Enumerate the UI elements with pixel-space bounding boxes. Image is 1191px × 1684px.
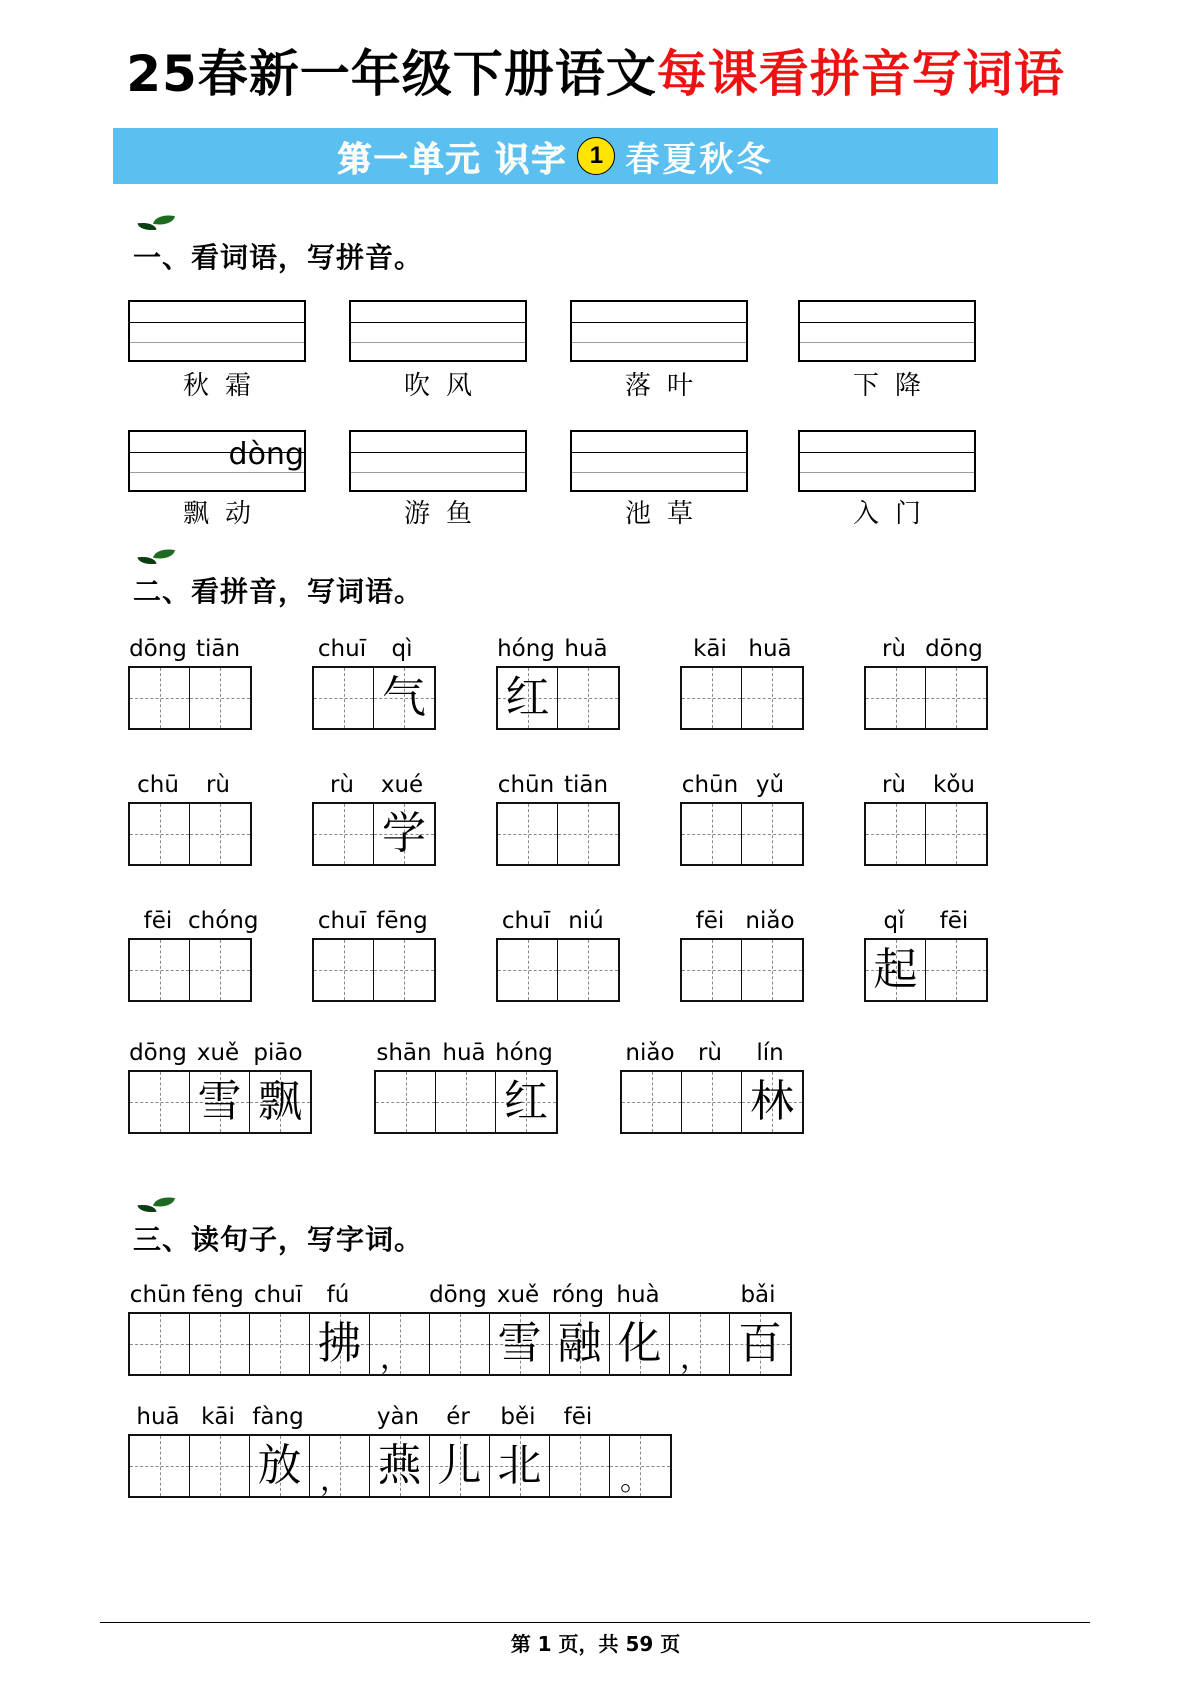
pinyin-row xyxy=(680,636,800,662)
pinyin-row xyxy=(128,772,248,798)
word-label: 落叶 xyxy=(624,371,709,401)
pinyin-box[interactable] xyxy=(349,300,527,362)
pinyin-row xyxy=(374,1040,554,1066)
tianzige-grid[interactable] xyxy=(312,938,436,1002)
tianzige-grid[interactable] xyxy=(864,802,988,866)
tianzige-cell[interactable] xyxy=(682,1072,742,1132)
cell-horizontal-guide xyxy=(130,1466,189,1467)
pinyin-syllable: huà xyxy=(616,1282,660,1308)
tianzige-grid[interactable] xyxy=(496,666,620,730)
word-label: 入门 xyxy=(852,499,937,529)
pinyin-syllable: fàng xyxy=(252,1404,304,1430)
cell-horizontal-guide xyxy=(926,970,986,971)
cell-horizontal-guide xyxy=(190,1466,249,1467)
pinyin-syllable xyxy=(668,1282,728,1308)
pinyin-syllable xyxy=(308,1404,368,1430)
cell-horizontal-guide xyxy=(314,970,373,971)
pinyin-syllable: róng xyxy=(551,1282,605,1308)
pinyin-row xyxy=(128,1404,668,1430)
tianzige-cell[interactable] xyxy=(436,1072,496,1132)
pinyin-row xyxy=(312,636,432,662)
tianzige-cell[interactable] xyxy=(190,668,250,728)
cell-horizontal-guide xyxy=(866,698,925,699)
tianzige-cell[interactable] xyxy=(730,1314,790,1374)
cell-character: 百 xyxy=(738,1318,782,1369)
tianzige-grid[interactable] xyxy=(128,802,252,866)
cell-horizontal-guide xyxy=(926,698,986,699)
pinyin-row xyxy=(496,908,616,934)
pinyin-syllable: rù xyxy=(329,772,355,798)
cell-horizontal-guide xyxy=(190,970,250,971)
tianzige-grid[interactable] xyxy=(496,938,620,1002)
word-label: 飘动 xyxy=(182,499,267,529)
cell-character: 雪 xyxy=(197,1076,242,1127)
tianzige-cell[interactable] xyxy=(926,668,986,728)
cell-character: 儿 xyxy=(437,1440,482,1491)
tianzige-cell[interactable] xyxy=(610,1314,670,1374)
tianzige-cell[interactable] xyxy=(682,940,742,1000)
pinyin-syllable: qǐ xyxy=(883,908,905,934)
cell-horizontal-guide xyxy=(314,698,373,699)
pinyin-syllable: huā xyxy=(136,1404,180,1430)
cell-horizontal-guide xyxy=(436,1102,495,1103)
banner-lesson-number: 1 xyxy=(577,137,615,175)
cell-character: 起 xyxy=(873,944,918,995)
tianzige-grid[interactable] xyxy=(864,938,988,1002)
cell-horizontal-guide xyxy=(550,1466,609,1467)
tianzige-grid[interactable] xyxy=(374,1070,558,1134)
tianzige-cell[interactable] xyxy=(250,1314,310,1374)
section-heading-2: 二、看拼音，写词语。 xyxy=(133,575,424,608)
pinyin-row xyxy=(864,908,984,934)
cell-horizontal-guide xyxy=(682,698,741,699)
banner-unit-label: 第一单元 识字 xyxy=(337,139,568,180)
tianzige-cell[interactable] xyxy=(498,940,558,1000)
pinyin-syllable xyxy=(368,1282,428,1308)
pinyin-syllable: dōng xyxy=(429,1282,487,1308)
cell-horizontal-guide xyxy=(130,1102,189,1103)
pinyin-syllable: fēng xyxy=(376,908,428,934)
cell-character: 气 xyxy=(382,672,426,723)
word-label: 游鱼 xyxy=(403,499,488,529)
pinyin-syllable: xuě xyxy=(496,1282,540,1308)
cell-horizontal-guide xyxy=(130,970,189,971)
tianzige-cell[interactable] xyxy=(130,668,190,728)
tianzige-cell[interactable] xyxy=(376,1072,436,1132)
cell-horizontal-guide xyxy=(926,834,986,835)
tianzige-grid[interactable] xyxy=(864,666,988,730)
pinyin-syllable: niú xyxy=(568,908,604,934)
tianzige-cell[interactable] xyxy=(926,804,986,864)
tianzige-cell[interactable] xyxy=(374,668,434,728)
pinyin-box[interactable] xyxy=(128,300,306,362)
cell-horizontal-guide xyxy=(374,970,434,971)
pinyin-syllable: xuě xyxy=(196,1040,240,1066)
tianzige-cell[interactable] xyxy=(314,940,374,1000)
tianzige-cell[interactable] xyxy=(558,804,618,864)
pinyin-syllable: chū xyxy=(137,772,179,798)
tianzige-cell[interactable] xyxy=(550,1314,610,1374)
pinyin-box[interactable] xyxy=(570,430,748,492)
pinyin-syllable: chuī xyxy=(317,636,367,662)
cell-character: 融 xyxy=(557,1318,602,1369)
cell-horizontal-guide xyxy=(622,1102,681,1103)
pinyin-row xyxy=(680,772,800,798)
footer-divider xyxy=(100,1622,1090,1623)
pinyin-syllable: tiān xyxy=(195,636,241,662)
pinyin-syllable xyxy=(608,1404,668,1430)
pinyin-syllable: chuī xyxy=(501,908,551,934)
pinyin-box[interactable] xyxy=(128,430,306,492)
cell-horizontal-guide xyxy=(558,970,618,971)
tianzige-cell[interactable] xyxy=(190,804,250,864)
cell-horizontal-guide xyxy=(430,1344,489,1345)
tianzige-grid[interactable] xyxy=(128,1434,672,1498)
cell-horizontal-guide xyxy=(190,834,250,835)
cell-character: 红 xyxy=(505,672,550,723)
word-label: 池草 xyxy=(624,499,709,529)
word-label: 下降 xyxy=(852,371,937,401)
pinyin-syllable: fēi xyxy=(563,1404,593,1430)
cell-character: 拂 xyxy=(317,1318,362,1369)
tianzige-cell[interactable] xyxy=(558,940,618,1000)
pinyin-syllable: hóng xyxy=(495,1040,553,1066)
tianzige-cell[interactable] xyxy=(374,804,434,864)
pinyin-syllable: kāi xyxy=(693,636,727,662)
tianzige-grid[interactable] xyxy=(312,666,436,730)
tianzige-cell[interactable] xyxy=(622,1072,682,1132)
cell-horizontal-guide xyxy=(498,970,557,971)
pinyin-box[interactable] xyxy=(570,300,748,362)
tianzige-grid[interactable] xyxy=(128,1312,792,1376)
cell-horizontal-guide xyxy=(682,1102,741,1103)
section-heading-3: 三、读句子，写字词。 xyxy=(133,1223,424,1256)
pinyin-syllable: huā xyxy=(442,1040,486,1066)
tianzige-cell[interactable] xyxy=(130,1072,190,1132)
cell-horizontal-guide xyxy=(558,698,618,699)
tianzige-grid[interactable] xyxy=(620,1070,804,1134)
pinyin-row xyxy=(496,636,616,662)
cell-character: ， xyxy=(320,1463,350,1498)
pinyin-syllable: fēi xyxy=(939,908,969,934)
page-title xyxy=(0,34,1191,106)
pinyin-syllable: qì xyxy=(391,636,413,662)
cell-horizontal-guide xyxy=(742,970,802,971)
tianzige-cell[interactable] xyxy=(190,1436,250,1496)
tianzige-cell[interactable] xyxy=(310,1314,370,1374)
tianzige-cell[interactable] xyxy=(370,1314,430,1374)
pinyin-syllable: fú xyxy=(326,1282,350,1308)
pinyin-row xyxy=(312,772,432,798)
pinyin-box[interactable] xyxy=(349,430,527,492)
pinyin-syllable: lín xyxy=(756,1040,784,1066)
tianzige-cell[interactable] xyxy=(742,668,802,728)
tianzige-grid[interactable] xyxy=(496,802,620,866)
cell-character: 飘 xyxy=(258,1076,302,1127)
cell-character: ， xyxy=(680,1341,710,1376)
tianzige-cell[interactable] xyxy=(926,940,986,1000)
pinyin-syllable: tiān xyxy=(563,772,609,798)
pinyin-row xyxy=(620,1040,800,1066)
banner-lesson-title: 春夏秋冬 xyxy=(625,139,774,180)
tianzige-cell[interactable] xyxy=(610,1436,670,1496)
unit-banner xyxy=(113,128,998,184)
tianzige-cell[interactable] xyxy=(314,804,374,864)
tianzige-cell[interactable] xyxy=(682,804,742,864)
section-heading-1: 一、看词语，写拼音。 xyxy=(133,241,424,274)
tianzige-cell[interactable] xyxy=(498,804,558,864)
tianzige-cell[interactable] xyxy=(130,1436,190,1496)
tianzige-cell[interactable] xyxy=(130,804,190,864)
tianzige-cell[interactable] xyxy=(742,1072,802,1132)
tianzige-cell[interactable] xyxy=(374,940,434,1000)
cell-horizontal-guide xyxy=(190,698,250,699)
cell-character: 。 xyxy=(620,1463,650,1498)
pinyin-syllable: dōng xyxy=(129,636,187,662)
pinyin-syllable: niǎo xyxy=(745,908,795,934)
pinyin-syllable: ér xyxy=(446,1404,470,1430)
tianzige-cell[interactable] xyxy=(558,668,618,728)
cell-horizontal-guide xyxy=(498,834,557,835)
leaf-icon-2 xyxy=(138,548,176,570)
pinyin-row xyxy=(128,1282,788,1308)
tianzige-cell[interactable] xyxy=(550,1436,610,1496)
pinyin-syllable: kāi xyxy=(201,1404,235,1430)
cell-horizontal-guide xyxy=(190,1344,249,1345)
tianzige-cell[interactable] xyxy=(866,940,926,1000)
tianzige-cell[interactable] xyxy=(430,1314,490,1374)
leaf-icon-3 xyxy=(138,1196,176,1218)
pinyin-box[interactable] xyxy=(798,430,976,492)
pinyin-syllable: chóng xyxy=(188,908,259,934)
pinyin-syllable: piāo xyxy=(253,1040,303,1066)
cell-character: 化 xyxy=(617,1318,662,1369)
tianzige-cell[interactable] xyxy=(130,1314,190,1374)
pinyin-row xyxy=(128,1040,308,1066)
cell-character: 放 xyxy=(257,1440,302,1491)
pinyin-row xyxy=(128,636,248,662)
pinyin-syllable: yǔ xyxy=(755,772,785,798)
pinyin-syllable: dōng xyxy=(129,1040,187,1066)
pinyin-row xyxy=(864,636,984,662)
tianzige-cell[interactable] xyxy=(190,1314,250,1374)
page-title-red: 每课看拼音写词语 xyxy=(656,45,1065,103)
pinyin-row xyxy=(864,772,984,798)
tianzige-cell[interactable] xyxy=(490,1314,550,1374)
tianzige-cell[interactable] xyxy=(190,940,250,1000)
pinyin-syllable: yàn xyxy=(376,1404,420,1430)
cell-horizontal-guide xyxy=(376,1102,435,1103)
pinyin-row xyxy=(680,908,800,934)
cell-character: 雪 xyxy=(497,1318,542,1369)
cell-character: 燕 xyxy=(377,1440,422,1491)
leaf-icon-1 xyxy=(138,214,176,236)
tianzige-cell[interactable] xyxy=(370,1436,430,1496)
pinyin-syllable: rù xyxy=(697,1040,723,1066)
cell-character: 红 xyxy=(504,1076,548,1127)
pinyin-syllable: hóng xyxy=(497,636,555,662)
pinyin-syllable: chūn xyxy=(681,772,739,798)
tianzige-cell[interactable] xyxy=(250,1436,310,1496)
pinyin-answer: dòng xyxy=(228,437,304,472)
tianzige-cell[interactable] xyxy=(866,668,926,728)
tianzige-cell[interactable] xyxy=(866,804,926,864)
pinyin-syllable: kǒu xyxy=(933,772,975,798)
word-label: 秋霜 xyxy=(182,371,267,401)
pinyin-syllable: dōng xyxy=(925,636,983,662)
page-footer: 第 1 页，共 59 页 xyxy=(510,1632,681,1656)
cell-horizontal-guide xyxy=(866,834,925,835)
pinyin-row xyxy=(312,908,432,934)
cell-horizontal-guide xyxy=(130,1344,189,1345)
pinyin-row xyxy=(496,772,616,798)
pinyin-box[interactable] xyxy=(798,300,976,362)
tianzige-grid[interactable] xyxy=(312,802,436,866)
cell-horizontal-guide xyxy=(558,834,618,835)
pinyin-syllable: niǎo xyxy=(625,1040,675,1066)
cell-horizontal-guide xyxy=(742,834,802,835)
word-label: 吹风 xyxy=(403,371,488,401)
tianzige-cell[interactable] xyxy=(430,1436,490,1496)
pinyin-syllable: fēi xyxy=(695,908,725,934)
cell-character: 林 xyxy=(750,1076,794,1127)
pinyin-syllable: chuī xyxy=(253,1282,303,1308)
pinyin-syllable: rù xyxy=(881,772,907,798)
pinyin-syllable: rù xyxy=(881,636,907,662)
pinyin-syllable: bǎi xyxy=(740,1282,776,1308)
pinyin-syllable: shān xyxy=(376,1040,432,1066)
tianzige-cell[interactable] xyxy=(670,1314,730,1374)
tianzige-cell[interactable] xyxy=(314,668,374,728)
pinyin-syllable: huā xyxy=(748,636,792,662)
cell-horizontal-guide xyxy=(682,970,741,971)
cell-character: 学 xyxy=(382,808,426,859)
tianzige-cell[interactable] xyxy=(742,804,802,864)
tianzige-grid[interactable] xyxy=(128,1070,312,1134)
tianzige-cell[interactable] xyxy=(496,1072,556,1132)
tianzige-grid[interactable] xyxy=(680,938,804,1002)
tianzige-grid[interactable] xyxy=(128,666,252,730)
tianzige-cell[interactable] xyxy=(130,940,190,1000)
tianzige-cell[interactable] xyxy=(250,1072,310,1132)
pinyin-syllable: chūn xyxy=(129,1282,187,1308)
page-title-black: 25春新一年级下册语文 xyxy=(126,45,657,103)
tianzige-cell[interactable] xyxy=(498,668,558,728)
tianzige-cell[interactable] xyxy=(682,668,742,728)
tianzige-cell[interactable] xyxy=(310,1436,370,1496)
pinyin-row xyxy=(128,908,259,934)
tianzige-cell[interactable] xyxy=(490,1436,550,1496)
cell-horizontal-guide xyxy=(682,834,741,835)
cell-horizontal-guide xyxy=(130,698,189,699)
pinyin-syllable: huā xyxy=(564,636,608,662)
pinyin-syllable: fēng xyxy=(192,1282,244,1308)
tianzige-grid[interactable] xyxy=(680,802,804,866)
cell-character: 北 xyxy=(497,1440,542,1491)
pinyin-syllable: fēi xyxy=(143,908,173,934)
cell-horizontal-guide xyxy=(314,834,373,835)
tianzige-cell[interactable] xyxy=(742,940,802,1000)
tianzige-grid[interactable] xyxy=(128,938,252,1002)
pinyin-syllable: běi xyxy=(500,1404,536,1430)
tianzige-grid[interactable] xyxy=(680,666,804,730)
tianzige-cell[interactable] xyxy=(190,1072,250,1132)
pinyin-syllable: rù xyxy=(205,772,231,798)
cell-horizontal-guide xyxy=(742,698,802,699)
pinyin-syllable: chūn xyxy=(497,772,555,798)
pinyin-syllable: chuī xyxy=(317,908,367,934)
cell-horizontal-guide xyxy=(130,834,189,835)
cell-character: ， xyxy=(380,1341,410,1376)
cell-horizontal-guide xyxy=(250,1344,309,1345)
pinyin-syllable: xué xyxy=(380,772,424,798)
